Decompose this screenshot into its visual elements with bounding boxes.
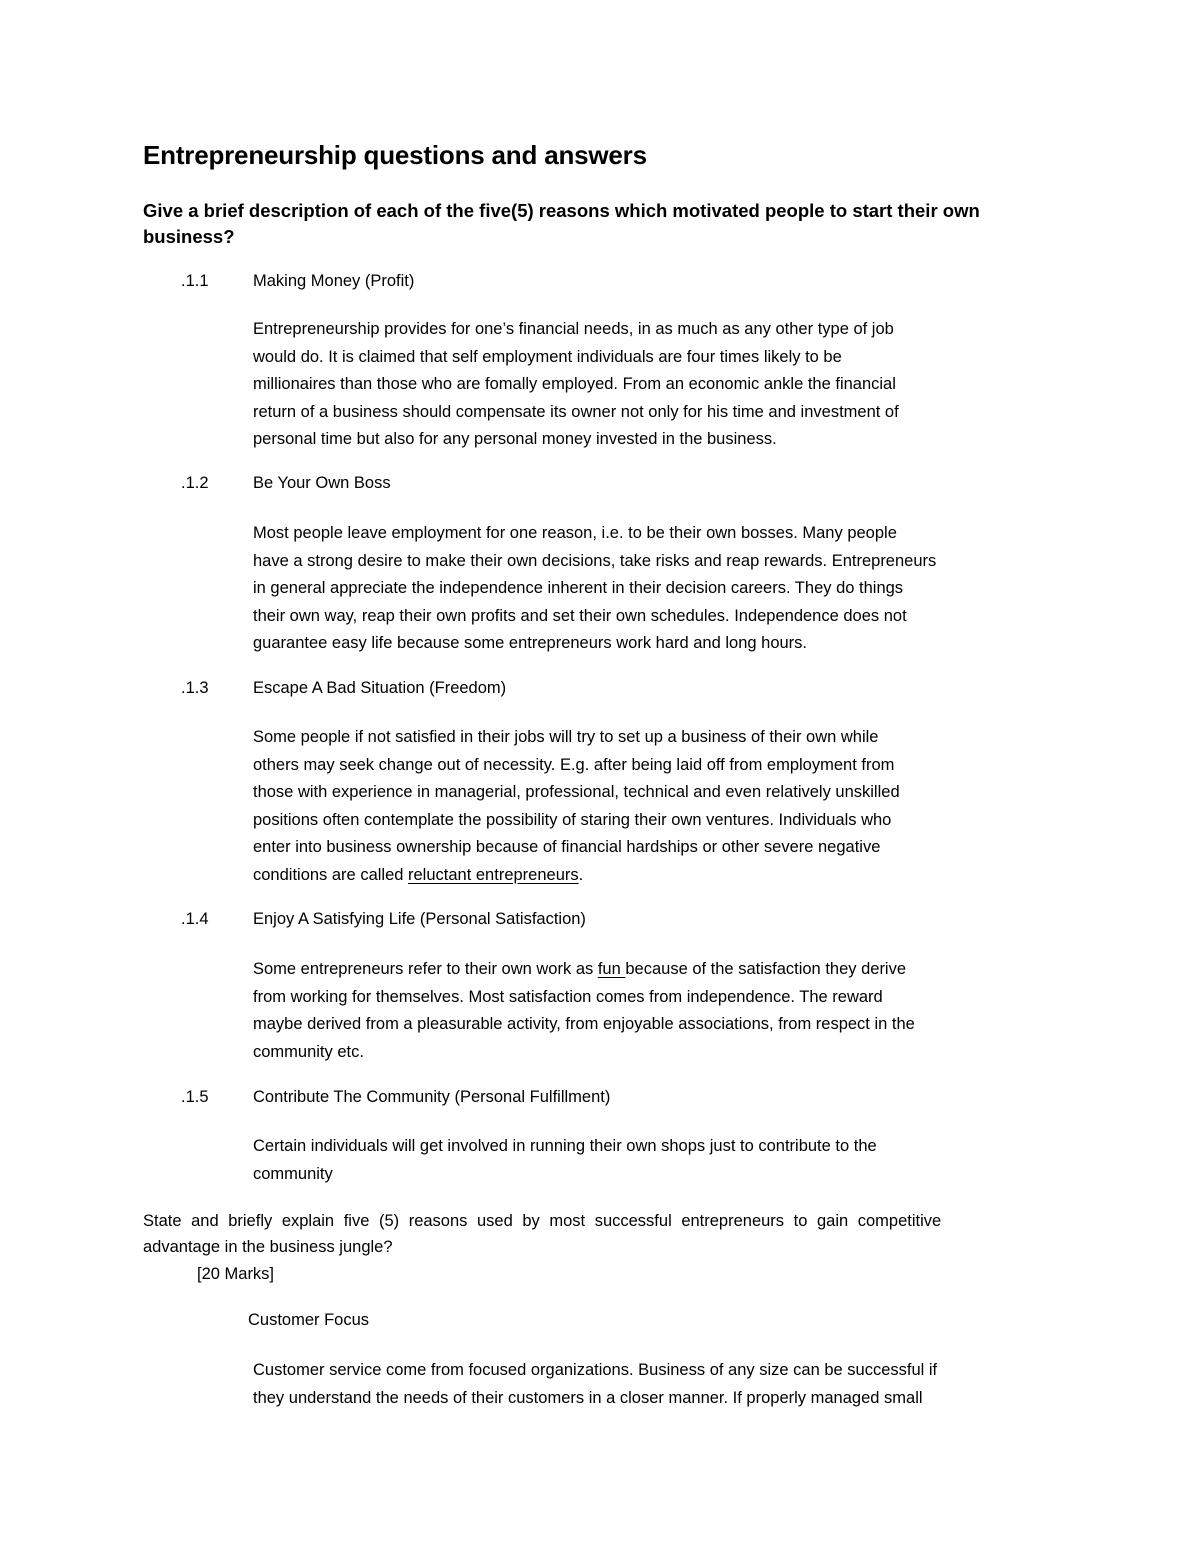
- section-number: .1.1: [181, 272, 209, 290]
- paragraph-line: community etc.: [253, 1042, 364, 1061]
- paragraph-line: others may seek change out of necessity. E.g. after being laid off from employment from: [253, 755, 895, 774]
- paragraph-line: maybe derived from a pleasurable activity, from enjoyable associations, from respect in the: [253, 1015, 915, 1033]
- question-2-line-2: advantage in the business jungle?: [143, 1238, 393, 1256]
- paragraph-line: from working for themselves. Most satisfaction comes from independence. The reward: [253, 987, 883, 1006]
- question-2-line-1: State and briefly explain five (5) reasons used by most successful entrepreneurs to gain competitive: [143, 1212, 942, 1230]
- underlined-term: reluctant entrepreneurs: [408, 865, 579, 884]
- paragraph-line: personal time but also for any personal money invested in the business.: [253, 430, 777, 448]
- paragraph-line: guarantee easy life because some entrepreneurs work hard and long hours.: [253, 634, 808, 652]
- paragraph-line: Entrepreneurship provides for one’s financial needs, in as much as any other type of job: [253, 320, 894, 338]
- paragraph-line: Some people if not satisfied in their jobs will try to set up a business of their own while: [253, 728, 879, 746]
- paragraph-line: would do. It is claimed that self employment individuals are four times likely to be: [253, 347, 842, 366]
- question-2: [143, 1208, 1003, 1260]
- section-number: .1.5: [181, 1088, 209, 1106]
- question-1: [143, 198, 1043, 250]
- paragraph-line: enter into business ownership because of financial hardships or other severe negative: [253, 838, 881, 856]
- underlined-term: fun: [597, 960, 626, 978]
- section-paragraph: [253, 956, 1003, 1066]
- paragraph-line: Customer service come from focused organizations. Business of any size can be successful if: [253, 1361, 938, 1379]
- subsection-paragraph: [253, 1357, 1003, 1412]
- question-1-line-1: Give a brief description of each of the five(5) reasons which motivated people to start their own: [143, 200, 980, 221]
- section-number: .1.4: [181, 910, 209, 928]
- marks-label: [20 Marks]: [197, 1265, 275, 1283]
- paragraph-line: those with experience in managerial, professional, technical and even relatively unskilled: [253, 783, 900, 801]
- subsection-heading: Customer Focus: [248, 1311, 370, 1329]
- paragraph-line: [253, 862, 1003, 890]
- line-text: Some entrepreneurs refer to their own work as: [253, 960, 598, 978]
- paragraph-line: millionaires than those who are fomally employed. From an economic ankle the financial: [253, 375, 896, 393]
- section-heading: Escape A Bad Situation (Freedom): [253, 679, 507, 697]
- page-title: Entrepreneurship questions and answers: [143, 140, 647, 170]
- paragraph-line: Certain individuals will get involved in running their own shops just to contribute to the: [253, 1137, 877, 1155]
- paragraph-line: [253, 956, 1003, 984]
- line-text: because of the satisfaction they derive: [625, 960, 907, 978]
- section-number: .1.3: [181, 679, 209, 697]
- question-1-line-2: business?: [143, 226, 235, 247]
- section-heading: Enjoy A Satisfying Life (Personal Satisfaction): [253, 910, 586, 928]
- line-text: .: [578, 865, 584, 884]
- section-paragraph: [253, 520, 1003, 658]
- section-paragraph: [253, 724, 1003, 889]
- section-heading: Contribute The Community (Personal Fulfillment): [253, 1088, 611, 1106]
- paragraph-line: Most people leave employment for one reason, i.e. to be their own bosses. Many people: [253, 524, 897, 542]
- section-paragraph: [253, 316, 1003, 454]
- paragraph-line: return of a business should compensate its owner not only for his time and investment of: [253, 402, 899, 421]
- paragraph-line: community: [253, 1164, 333, 1183]
- section-number: .1.2: [181, 474, 209, 492]
- section-paragraph: [253, 1133, 1003, 1188]
- paragraph-line: have a strong desire to make their own decisions, take risks and reap rewards. Entrepreneurs: [253, 551, 937, 570]
- paragraph-line: their own way, reap their own profits and set their own schedules. Independence does not: [253, 606, 907, 625]
- section-heading: Be Your Own Boss: [253, 474, 391, 492]
- paragraph-line: positions often contemplate the possibility of staring their own ventures. Individuals who: [253, 810, 892, 829]
- line-text: conditions are called: [253, 865, 409, 884]
- section-heading: Making Money (Profit): [253, 272, 415, 290]
- paragraph-line: they understand the needs of their customers in a closer manner. If properly managed small: [253, 1388, 923, 1407]
- paragraph-line: in general appreciate the independence inherent in their decision careers. They do things: [253, 579, 904, 597]
